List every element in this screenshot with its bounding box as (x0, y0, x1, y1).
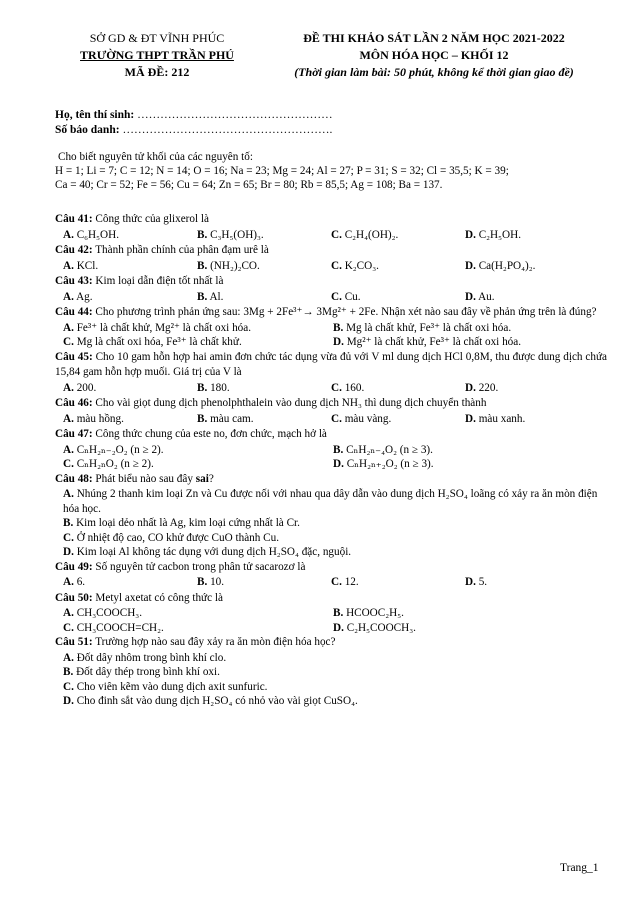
question-label: Câu 42: (55, 244, 93, 256)
option-c: C. C₂H₄(OH)₂. (331, 228, 399, 241)
option-c: C. màu vàng. (331, 412, 392, 425)
option-d: D. Mg²⁺ là chất khử, Fe³⁺ là chất oxi hóa. (333, 336, 522, 348)
option-d: D. C₂H₅COOCH₃. (333, 621, 416, 634)
question-stem-emphasis: sai (195, 472, 209, 485)
option-c: C. 160. (331, 381, 365, 394)
question-stem: Công thức chung của este no, đơn chức, mạch hở là (95, 428, 327, 440)
sbd-dots: ………………………………………………. (122, 124, 333, 136)
option-c: C. Mg là chất oxi hóa, Fe³⁺ là chất khử. (63, 336, 242, 348)
atomic-intro: Cho biết nguyên tử khối của các nguyên tố: (58, 151, 253, 163)
header-left (62, 30, 252, 81)
option-a: A. 6. (63, 576, 86, 588)
question-label: Câu 43: (55, 275, 93, 287)
question-stem: Công thức của glixerol là (95, 213, 209, 225)
question-label: Câu 47: (55, 428, 93, 440)
subject: MÔN HÓA HỌC – KHỐI 12 (359, 48, 509, 62)
time-note: (Thời gian làm bài: 50 phút, không kể thời gian giao đề) (294, 65, 574, 79)
question-stem: Phát biểu nào sau đây (95, 472, 196, 485)
option-b: B. màu cam. (197, 412, 254, 425)
question-stem: Cho phương trình phản ứng sau: 3Mg + 2Fe³⁺→ 3Mg²⁺ + 2Fe. Nhận xét nào sau đây về phản ứng trên là đúng? (95, 306, 597, 318)
name-dots: …………………………………………… (137, 109, 333, 121)
question-stem: Số nguyên tử cacbon trong phân tử sacarozơ là (95, 560, 306, 573)
option-b: B. CₙH₂ₙ₋₄O₂ (n ≥ 3). (333, 443, 433, 456)
option-a: A. Nhúng 2 thanh kim loại Zn và Cu được nối với nhau qua dây dẫn vào dung dịch H₂SO₄ loãng có xảy ra ăn mòn điện hóa học. (63, 488, 598, 515)
option-c: C. 12. (331, 576, 359, 588)
option-d: D. màu xanh. (465, 412, 526, 425)
atomic-line-1: H = 1; Li = 7; C = 12; N = 14; O = 16; Na = 23; Mg = 24; Al = 27; P = 31; S = 32; Cl = 35,5; K = 39; (55, 165, 509, 177)
question-stem: Metyl axetat có công thức là (95, 591, 223, 604)
question-label: Câu 50: (55, 591, 93, 604)
option-b: B. 10. (197, 576, 225, 588)
question-stem: Kim loại dẫn điện tốt nhất là (95, 275, 224, 287)
name-label: Họ, tên thí sinh: (55, 109, 135, 121)
question-stem: Thành phần chính của phân đạm urê là (95, 244, 269, 256)
atomic-masses (55, 150, 607, 192)
option-a: A. màu hồng. (63, 412, 124, 425)
question-47 (55, 427, 607, 472)
option-d: D. CₙH₂ₙ₊₂O₂ (n ≥ 3). (333, 458, 434, 470)
atomic-line-2: Ca = 40; Cr = 52; Fe = 56; Cu = 64; Zn = 65; Br = 80; Rb = 85,5; Ag = 108; Ba = 137. (55, 179, 443, 191)
question-41 (55, 212, 607, 243)
option-a: A. 200. (63, 381, 97, 394)
student-info (55, 108, 333, 138)
question-46 (55, 396, 607, 427)
department: SỞ GD & ĐT VĨNH PHÚC (89, 31, 225, 45)
question-list (55, 212, 607, 709)
question-42 (55, 243, 607, 274)
option-a: A. C₆H₅OH. (63, 228, 119, 241)
option-c: C. Cu. (331, 290, 361, 303)
option-d: D. 220. (465, 381, 499, 394)
question-label: Câu 48: (55, 472, 93, 485)
question-label: Câu 41: (55, 213, 93, 225)
option-c: C. Cho viên kẽm vào dung dịch axit sunfuric. (63, 680, 268, 693)
question-43 (55, 274, 607, 305)
option-a: A. CₙH₂ₙ₋₂O₂ (n ≥ 2). (63, 443, 164, 456)
option-c: C. K₂CO₃. (331, 259, 379, 272)
question-49 (55, 560, 607, 591)
page-number: Trang_1 (560, 862, 599, 874)
question-label: Câu 49: (55, 560, 93, 573)
option-d: D. Au. (465, 290, 495, 303)
option-b: B. (NH₂)₂CO. (197, 259, 260, 272)
option-a: A. Ag. (63, 290, 93, 303)
exam-title: ĐỀ THI KHẢO SÁT LẦN 2 NĂM HỌC 2021-2022 (303, 31, 565, 45)
question-48: Câu 48: Phát biểu nào sau đây sai? A. Nhúng 2 thanh kim loại Zn và Cu được nối với nhau qua dây dẫn vào dung dịch H₂SO₄ loãng có xảy ra ăn mòn điện hóa học. B. Kim loại dẻo nhất là Ag, kim loại cứng nhất là Cr. C. Ở nhiệt độ cao, CO khử được CuO thành Cu. D. Kim loại Al không tác dụng với dung dịch H₂SO₄ đặc, nguội. (55, 472, 607, 560)
option-c: C. CₙH₂ₙO₂ (n ≥ 2). (63, 458, 154, 470)
option-a: A. CH₃COOCH₃. (63, 607, 142, 619)
question-label: Câu 46: (55, 397, 93, 409)
option-d: D. Cho đinh sắt vào dung dịch H₂SO₄ có nhỏ vào vài giọt CuSO₄. (63, 695, 358, 707)
option-b: B. Mg là chất khử, Fe³⁺ là chất oxi hóa. (333, 321, 512, 334)
option-d: D. C₂H₅OH. (465, 228, 521, 241)
option-d: D. Kim loại Al không tác dụng với dung dịch H₂SO₄ đặc, nguội. (63, 546, 352, 558)
question-stem: Cho vài giọt dung dịch phenolphthalein vào dung dịch NH₃ thì dung dịch chuyển thành (95, 397, 487, 409)
question-45 (55, 350, 607, 397)
question-label: Câu 45: (55, 350, 93, 363)
header-right (262, 30, 606, 81)
option-b: B. Al. (197, 290, 224, 303)
question-label: Câu 51: (55, 636, 93, 648)
question-stem: Trường hợp nào sau đây xảy ra ăn mòn điện hóa học? (95, 636, 336, 648)
option-c: C. CH₃COOCH=CH₂. (63, 621, 164, 634)
question-stem: Cho 10 gam hỗn hợp hai amin đơn chức tác dụng vừa đủ với V ml dung dịch HCl 0,8M, thu được dung dịch chứa 15,84 gam hỗn hợp muối. Giá trị của V là (55, 350, 607, 378)
option-a: A. KCl. (63, 259, 99, 272)
question-50 (55, 591, 607, 636)
option-a: A. Fe³⁺ là chất khử, Mg²⁺ là chất oxi hóa. (63, 321, 252, 334)
question-label: Câu 44: (55, 306, 93, 318)
option-b: B. 180. (197, 381, 230, 394)
question-44 (55, 305, 607, 350)
sbd-label: Số báo danh: (55, 124, 120, 136)
option-b: B. Đốt dây thép trong bình khí oxi. (63, 666, 220, 678)
option-b: B. HCOOC₂H₅. (333, 607, 404, 619)
option-d: D. Ca(H₂PO₄)₂. (465, 259, 536, 272)
option-b: B. C₃H₅(OH)₃. (197, 228, 264, 241)
school-name: TRƯỜNG THPT TRẦN PHÚ (80, 48, 234, 62)
option-d: D. 5. (465, 576, 488, 588)
exam-code: MÃ ĐỀ: 212 (124, 65, 190, 79)
option-b: B. Kim loại dẻo nhất là Ag, kim loại cứng nhất là Cr. (63, 517, 300, 529)
option-a: A. Đốt dây nhôm trong bình khí clo. (63, 651, 227, 664)
option-c: C. Ở nhiệt độ cao, CO khử được CuO thành Cu. (63, 531, 279, 544)
question-51 (55, 635, 607, 709)
